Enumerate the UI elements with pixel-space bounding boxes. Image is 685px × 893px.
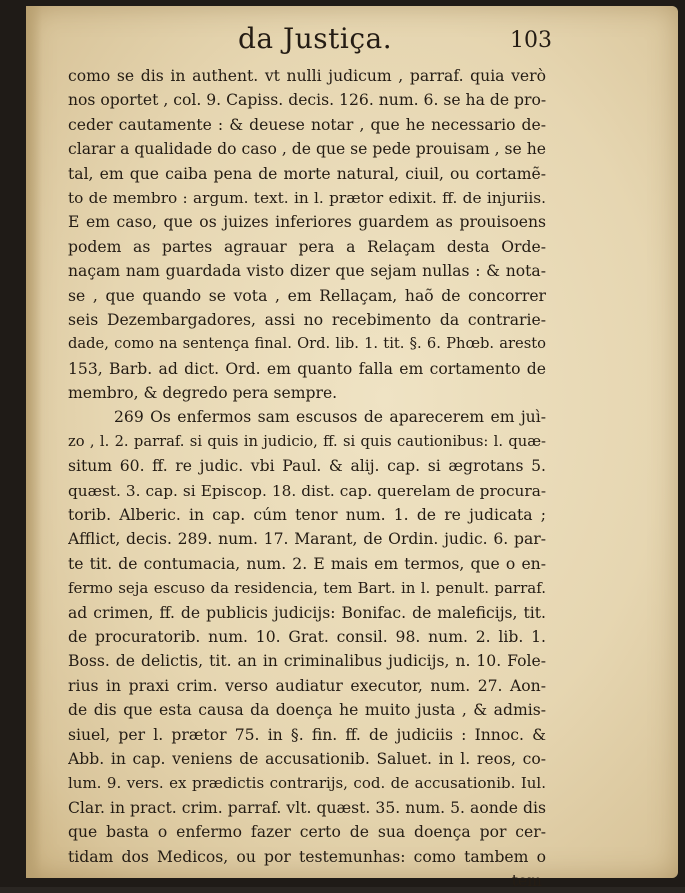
text-line: situm 60. ff. re judic. vbi Paul. & alij. cap. si ægrotans 5. — [68, 457, 546, 476]
page-text-block — [68, 18, 552, 893]
text-line: E em caso, que os juizes inferiores guardem as prouisoens — [68, 213, 546, 232]
text-line: lum. 9. vers. ex prædictis contrarijs, cod. de accusationib. Iul. — [68, 774, 546, 793]
text-line: membro, & degredo pera sempre. — [68, 384, 338, 403]
paragraph-2 — [68, 405, 546, 868]
text-line: tidam dos Medicos, ou por testemunhas: como tambem o — [68, 847, 546, 866]
text-line: como se dis in authent. vt nulli judicum , parraf. quia verò — [68, 67, 546, 85]
text-line: se , que quando se vota , em Rellaçam, haõ de concorrer — [68, 286, 546, 305]
page-header — [68, 18, 552, 64]
text-line: seis Dezembargadores, assi no recebimento da contrarie- — [68, 310, 546, 329]
text-line: Boss. de delictis, tit. an in criminalibus judicijs, n. 10. Fole- — [68, 652, 546, 671]
text-line: torib. Alberic. in cap. cúm tenor num. 1. de re judicata ; — [68, 506, 546, 525]
text-line: Abb. in cap. veniens de accusationib. Saluet. in l. reos, co- — [68, 749, 546, 768]
text-line: clarar a qualidade do caso , de que se pede prouisam , se he — [68, 140, 546, 159]
text-line: naçam nam guardada visto dizer que sejam nullas : & nota- — [68, 262, 546, 281]
text-line: dade, como na sentença final. Ord. lib. 1. tit. §. 6. Phœb. aresto — [68, 335, 546, 353]
page-gutter-shadow — [26, 6, 42, 878]
text-line: rius in praxi crim. verso audiatur executor, num. 27. Aon- — [68, 676, 546, 695]
text-line: de procuratorib. num. 10. Grat. consil. 98. num. 2. lib. 1. — [68, 627, 546, 646]
text-line: siuel, per l. prætor 75. in §. fin. ff. de judiciis : Innoc. & — [68, 725, 546, 744]
text-line: fermo seja escuso da residencia, tem Bart. in l. penult. parraf. — [68, 579, 546, 598]
text-line: ceder cautamente : & deuese notar , que he necessario de- — [68, 115, 546, 134]
text-line: to de membro : argum. text. in l. prætor edixit. ff. de injuriis. — [68, 188, 546, 207]
text-line: podem as partes agrauar pera a Relaçam desta Orde- — [68, 237, 546, 256]
text-line: 269 Os enfermos sam escusos de aparecerem em juì- — [114, 408, 546, 427]
text-line: Clar. in pract. crim. parraf. vlt. quæst. 35. num. 5. aonde dis — [68, 798, 546, 817]
text-line: te tit. de contumacia, num. 2. E mais em termos, que o en- — [68, 554, 546, 573]
catchword: tem — [511, 871, 542, 890]
page-number: 103 — [510, 28, 552, 53]
text-line: 153, Barb. ad dict. Ord. em quanto falla em cortamento de — [68, 359, 546, 378]
text-line: nos oportet , col. 9. Capiss. decis. 126. num. 6. se ha de pro- — [68, 91, 546, 110]
text-line: de dis que esta causa da doença he muito justa , & admis- — [68, 701, 546, 720]
text-line: zo , l. 2. parraf. si quis in judicio, ff. si quis cautionibus: l. quæ- — [68, 432, 546, 450]
text-line: ad crimen, ff. de publicis judicijs: Bonifac. de maleficijs, tit. — [68, 603, 546, 622]
text-line: quæst. 3. cap. si Episcop. 18. dist. cap. querelam de procura- — [68, 481, 546, 500]
running-title: da Justiça. — [238, 22, 393, 55]
paragraph-1 — [68, 64, 546, 405]
text-line: Afflict, decis. 289. num. 17. Marant, de Ordin. judic. 6. par- — [68, 530, 546, 549]
text-line: que basta o enfermo fazer certo de sua doença por cer- — [68, 823, 546, 842]
text-line: tal, em que caiba pena de morte natural, ciuil, ou cortamẽ- — [68, 164, 546, 183]
